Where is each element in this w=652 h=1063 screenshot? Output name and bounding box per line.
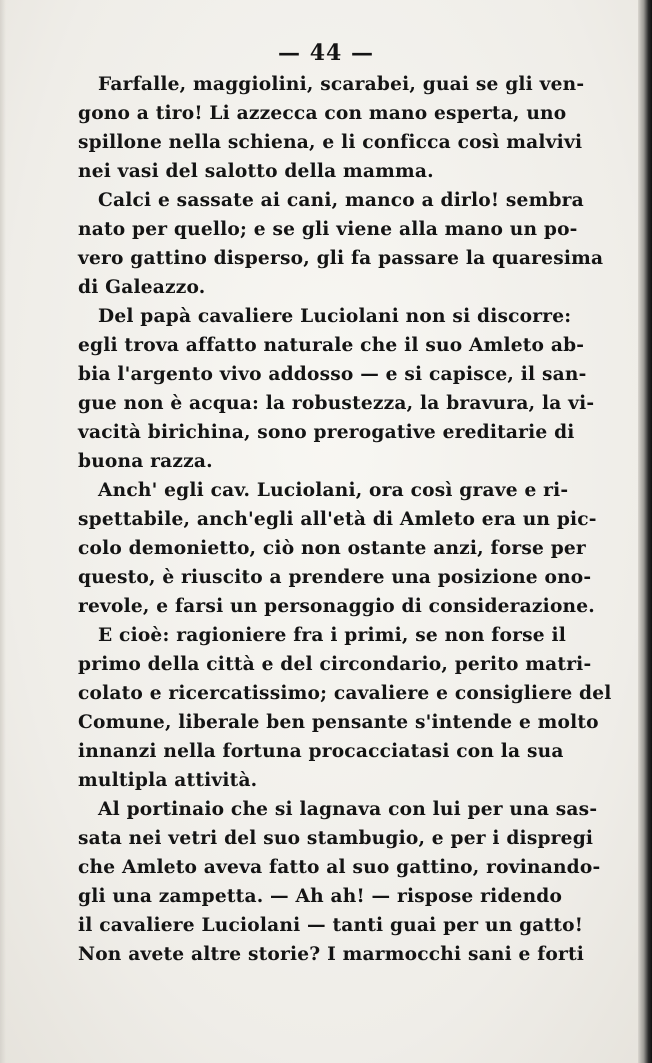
book-spine-shadow [638,0,652,1063]
text-line: E cioè: ragioniere fra i primi, se non forse il [98,625,566,646]
text-line: spillone nella schiena, e li conficca così malvivi [78,132,583,153]
text-line: vacità birichina, sono prerogative ereditarie di [78,422,575,443]
text-line: spettabile, anch'egli all'età di Amleto era un pic- [78,509,597,530]
text-line: questo, è riuscito a prendere una posizione ono- [78,567,592,588]
text-line: vero gattino disperso, gli fa passare la quaresima [78,248,604,269]
text-line: nato per quello; e se gli viene alla mano un po- [78,219,578,240]
text-line: Al portinaio che si lagnava con lui per una sas- [98,799,598,820]
text-line: revole, e farsi un personaggio di considerazione. [78,596,595,617]
body-text [78,70,612,969]
text-line: multipla attività. [78,770,258,791]
text-line: innanzi nella fortuna procacciatasi con la sua [78,741,564,762]
page-left-edge [0,0,6,1063]
text-line: gue non è acqua: la robustezza, la bravura, la vi- [78,393,595,414]
text-line: egli trova affatto naturale che il suo Amleto ab- [78,335,585,356]
page-number: — 44 — [278,40,374,66]
text-line: Farfalle, maggiolini, scarabei, guai se gli ven- [98,74,585,95]
text-line: nei vasi del salotto della mamma. [78,161,434,182]
text-line: di Galeazzo. [78,277,206,298]
text-line: gli una zampetta. — Ah ah! — rispose ridendo [78,886,563,907]
text-line: sata nei vetri del suo stambugio, e per i dispregi [78,828,594,849]
text-line: Calci e sassate ai cani, manco a dirlo! sembra [98,190,584,211]
text-line: Comune, liberale ben pensante s'intende e molto [78,712,599,733]
text-line: buona razza. [78,451,213,472]
text-line: bia l'argento vivo addosso — e si capisce, il san- [78,364,587,385]
text-line: gono a tiro! Li azzecca con mano esperta, uno [78,103,567,124]
text-line: colo demonietto, ciò non ostante anzi, forse per [78,538,586,559]
text-line: Del papà cavaliere Luciolani non si discorre: [98,306,572,327]
text-line: il cavaliere Luciolani — tanti guai per un gatto! [78,915,584,936]
text-line: che Amleto aveva fatto al suo gattino, rovinando- [78,857,601,878]
text-line: Non avete altre storie? I marmocchi sani e forti [78,944,585,965]
text-line: Anch' egli cav. Luciolani, ora così grave e ri- [98,480,569,501]
text-line: primo della città e del circondario, perito matri- [78,654,592,675]
text-line: colato e ricercatissimo; cavaliere e consigliere del [78,683,612,704]
